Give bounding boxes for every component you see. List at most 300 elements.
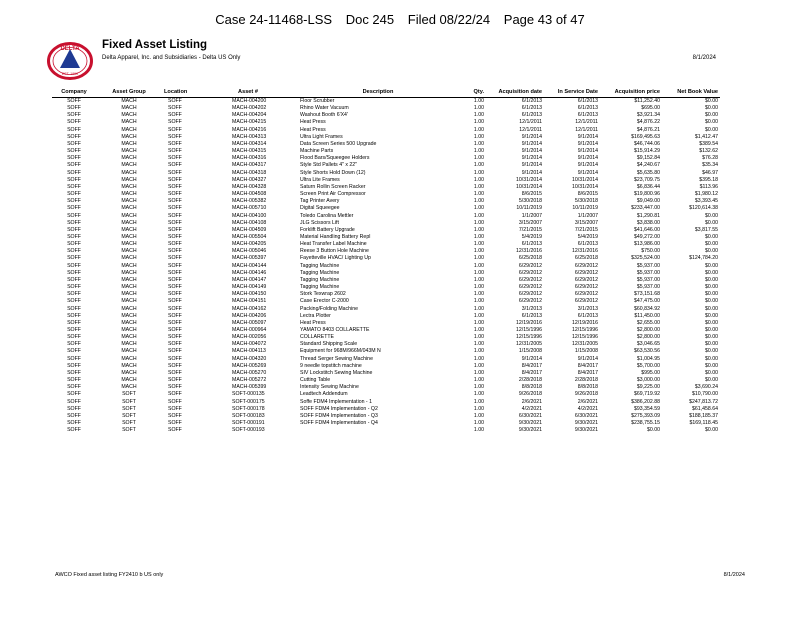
cell-asset-group: MACH [121,369,137,376]
cell-location: SOFF [168,148,182,155]
cell-asset-number: MACH-004151 [232,298,267,305]
cell-company: SOFF [67,341,81,348]
cell-location: SOFF [168,362,182,369]
table-row [52,320,720,327]
cell-asset-group: MACH [121,255,137,262]
cell-company: SOFF [67,312,81,319]
cell-acquisition-date: 8/4/2017 [521,362,542,369]
cell-in-service-date: 6/1/2013 [577,241,598,248]
cell-qty: 1.00 [473,219,484,226]
cell-in-service-date: 7/21/2015 [574,226,598,233]
table-row [52,413,720,420]
cell-acquisition-date: 8/8/2018 [521,384,542,391]
cell-asset-group: MACH [121,355,137,362]
cell-in-service-date: 5/30/2018 [574,198,598,205]
cell-asset-number: SOFT-000193 [232,427,265,434]
cell-acquisition-price: $5,700.00 [636,362,660,369]
cell-description: Washout Booth 6'X4' [300,112,348,119]
cell-description: Machine Parts [300,148,334,155]
cell-acquisition-date: 9/1/2014 [521,169,542,176]
cell-asset-group: MACH [121,226,137,233]
cell-in-service-date: 8/6/2015 [577,191,598,198]
cell-acquisition-price: $5,937.00 [636,262,660,269]
cell-asset-group: MACH [121,312,137,319]
doc-number: Doc 245 [345,12,395,27]
cell-net-book-value: $0.00 [705,219,718,226]
cell-acquisition-date: 6/29/2012 [518,291,542,298]
cell-acquisition-price: $3,046.65 [636,341,660,348]
logo-est: EST. 1990 [61,72,79,76]
cell-asset-number: MACH-004320 [232,355,267,362]
cell-acquisition-date: 4/2/2021 [521,405,542,412]
col-location: Location [162,87,204,98]
cell-description: Case Erector C-2000 [300,298,349,305]
table-row [52,427,720,434]
cell-asset-group: MACH [121,341,137,348]
cell-qty: 1.00 [473,362,484,369]
cell-location: SOFF [168,169,182,176]
cell-net-book-value: $0.00 [705,298,718,305]
cell-asset-group: MACH [121,291,137,298]
cell-description: Toledo Carolina Mettler [300,212,354,219]
cell-acquisition-date: 1/1/2007 [521,212,542,219]
cell-net-book-value: $3,817.55 [694,226,718,233]
cell-in-service-date: 6/1/2013 [577,312,598,319]
cell-description: Heat Press [300,119,326,126]
cell-asset-number: SOFT-000178 [232,405,265,412]
cell-net-book-value: $0.00 [705,212,718,219]
footer-note: AWCO Fixed asset listing FY2410 b US only [55,572,164,578]
cell-asset-number: MACH-004113 [232,348,266,355]
cell-asset-number: MACH-004215 [232,119,267,126]
table-row [52,155,720,162]
cell-company: SOFF [67,420,81,427]
table-row [52,184,720,191]
cell-asset-number: MACH-004144 [232,262,267,269]
table-row [52,141,720,148]
cell-net-book-value: $0.00 [705,334,718,341]
case-header [0,12,800,27]
cell-description: Data Screen Series 500 Upgrade [300,140,377,147]
cell-description: Stork Texwrap 2602 [300,291,346,298]
cell-qty: 1.00 [473,327,484,333]
cell-acquisition-date: 9/1/2014 [521,355,542,362]
cell-company: SOFF [67,169,81,176]
cell-acquisition-date: 12/31/2016 [516,248,542,255]
cell-acquisition-price: $69,719.92 [634,391,660,398]
cell-description: COLLARETTE [300,334,335,341]
cell-net-book-value: $389.54 [699,140,718,147]
cell-asset-number: MACH-004216 [232,126,267,133]
cell-acquisition-price: $750.00 [641,248,660,255]
cell-asset-number: SOFT-000135 [232,391,265,398]
cell-company: SOFF [67,348,81,355]
cell-asset-group: MACH [121,105,137,112]
cell-asset-group: SOFT [122,420,136,427]
cell-qty: 1.00 [473,391,484,398]
cell-asset-number: MACH-004147 [232,276,267,283]
table-row [52,234,720,241]
cell-asset-group: MACH [121,119,137,126]
cell-asset-number: MACH-005270 [232,369,267,376]
cell-acquisition-price: $93,354.59 [634,405,660,412]
cell-in-service-date: 9/1/2014 [577,155,598,162]
cell-asset-group: MACH [121,377,137,384]
table-row [52,220,720,227]
table-header-row [52,87,720,98]
cell-net-book-value: $0.00 [705,327,718,333]
cell-asset-group: MACH [121,112,137,119]
cell-description: Style Std Pallets 4" x 22" [300,162,358,169]
table-row [52,105,720,112]
cell-company: SOFF [67,298,81,305]
cell-location: SOFF [168,298,182,305]
cell-acquisition-date: 6/1/2013 [521,241,542,248]
cell-description: Floor Scrubber [300,98,335,104]
cell-acquisition-price: $47,475.00 [634,298,660,305]
cell-location: SOFF [168,276,182,283]
cell-acquisition-price: $9,152.84 [636,155,660,162]
table-row [52,177,720,184]
table-row [52,341,720,348]
cell-company: SOFF [67,355,81,362]
cell-net-book-value: $0.00 [705,276,718,283]
cell-net-book-value: $0.00 [705,126,718,133]
cell-in-service-date: 6/29/2012 [574,298,598,305]
cell-location: SOFF [168,327,182,333]
cell-acquisition-date: 6/30/2021 [518,412,542,419]
cell-asset-number: MACH-004204 [232,112,267,119]
cell-in-service-date: 2/6/2021 [577,398,598,405]
cell-description: Thread Serger Sewing Machine [300,355,373,362]
cell-company: SOFF [67,112,81,119]
cell-net-book-value: $0.00 [705,105,718,112]
cell-description: Reese 3 Button Hole Machine [300,248,369,255]
cell-acquisition-price: $238,755.15 [631,420,660,427]
cell-asset-group: MACH [121,334,137,341]
cell-description: Style Shorts Hold Down (12) [300,169,366,176]
cell-qty: 1.00 [473,384,484,391]
cell-company: SOFF [67,183,81,190]
cell-acquisition-price: $4,240.67 [636,162,660,169]
cell-location: SOFF [168,427,182,434]
cell-acquisition-date: 10/31/2014 [516,183,542,190]
cell-description: Screen Print Air Compressor [300,191,366,198]
cell-description: Lectra Plotter [300,312,331,319]
cell-in-service-date: 4/2/2021 [577,405,598,412]
cell-qty: 1.00 [473,148,484,155]
cell-in-service-date: 10/31/2014 [572,176,598,183]
cell-in-service-date: 12/1/2011 [575,126,598,133]
cell-in-service-date: 9/1/2014 [577,140,598,147]
cell-acquisition-price: $5,635.80 [636,169,660,176]
cell-asset-number: MACH-004206 [232,312,267,319]
cell-location: SOFF [168,112,182,119]
cell-in-service-date: 6/29/2012 [574,291,598,298]
cell-asset-number: MACH-004314 [232,140,267,147]
cell-qty: 1.00 [473,226,484,233]
cell-qty: 1.00 [473,176,484,183]
cell-asset-number: MACH-004316 [232,155,267,162]
cell-description: Forklift Battery Upgrade [300,226,355,233]
cell-acquisition-price: $4,876.21 [636,126,660,133]
cell-description: Standard Shipping Scale [300,341,358,348]
cell-description: 9 needle topstitch machine [300,362,362,369]
cell-qty: 1.00 [473,183,484,190]
cell-acquisition-date: 12/31/2005 [516,341,542,348]
cell-qty: 1.00 [473,405,484,412]
cell-company: SOFF [67,241,81,248]
cell-acquisition-price: $3,000.00 [636,377,660,384]
cell-net-book-value: $76.28 [702,155,718,162]
cell-location: SOFF [168,319,182,326]
cell-in-service-date: 9/30/2021 [574,420,598,427]
cell-net-book-value: $0.00 [705,305,718,312]
table-row [52,170,720,177]
page-number: Page 43 of 47 [503,12,585,27]
cell-description: JLG Scissors Lift [300,219,339,226]
cell-acquisition-price: $2,800.00 [636,334,660,341]
cell-in-service-date: 12/1/2011 [575,119,598,126]
cell-acquisition-price: $41,646.00 [634,226,660,233]
cell-asset-group: MACH [121,126,137,133]
cell-qty: 1.00 [473,205,484,212]
cell-acquisition-date: 6/29/2012 [518,284,542,291]
cell-in-service-date: 12/19/2016 [572,319,598,326]
cell-acquisition-date: 7/21/2015 [518,226,542,233]
cell-description: Tagging Machine [300,276,340,283]
cell-asset-group: MACH [121,262,137,269]
cell-asset-group: MACH [121,241,137,248]
table-row [52,148,720,155]
cell-qty: 1.00 [473,126,484,133]
table-row [52,227,720,234]
table-row [52,377,720,384]
cell-in-service-date: 10/31/2014 [572,183,598,190]
cell-qty: 1.00 [473,269,484,276]
cell-location: SOFF [168,198,182,205]
cell-net-book-value: $0.00 [705,355,718,362]
cell-asset-number: SOFT-000175 [232,398,265,405]
cell-acquisition-date: 6/1/2013 [521,112,542,119]
cell-location: SOFF [168,226,182,233]
cell-net-book-value: $0.00 [705,98,718,104]
cell-in-service-date: 6/1/2013 [577,112,598,119]
cell-description: Ultra Lite Frames [300,176,340,183]
cell-net-book-value: $0.00 [705,233,718,240]
cell-asset-number: MACH-004327 [232,176,267,183]
cell-acquisition-price: $4,876.22 [636,119,660,126]
cell-acquisition-date: 3/15/2007 [518,219,542,226]
cell-acquisition-date: 9/30/2021 [518,420,542,427]
cell-acquisition-price: $63,530.56 [634,348,660,355]
cell-in-service-date: 6/29/2012 [574,269,598,276]
table-row [52,134,720,141]
cell-asset-group: SOFT [122,405,136,412]
cell-net-book-value: $124,784.20 [689,255,718,262]
cell-asset-number: MACH-004146 [232,269,267,276]
table-row [52,313,720,320]
col-qty: Qty. [464,87,486,98]
cell-net-book-value: $0.00 [705,241,718,248]
cell-net-book-value: $188,185.37 [689,412,718,419]
cell-asset-number: MACH-004108 [232,219,267,226]
cell-acquisition-date: 5/4/2019 [521,233,542,240]
cell-acquisition-price: $233,447.00 [631,205,660,212]
cell-net-book-value: $113.96 [699,183,718,190]
cell-acquisition-date: 6/1/2013 [521,105,542,112]
cell-in-service-date: 6/29/2012 [574,276,598,283]
cell-location: SOFF [168,369,182,376]
cell-in-service-date: 9/1/2014 [577,148,598,155]
cell-asset-number: MACH-004509 [232,226,267,233]
cell-in-service-date: 9/30/2021 [574,427,598,434]
cell-description: SOFF FDM4 Implementation - Q3 [300,412,378,419]
cell-acquisition-date: 6/25/2018 [518,255,542,262]
cell-qty: 1.00 [473,241,484,248]
cell-asset-group: MACH [121,162,137,169]
cell-company: SOFF [67,133,81,140]
cell-net-book-value: $247,813.72 [689,398,718,405]
table-row [52,241,720,248]
cell-location: SOFF [168,284,182,291]
cell-qty: 1.00 [473,119,484,126]
cell-company: SOFF [67,405,81,412]
cell-acquisition-date: 12/15/1996 [516,327,542,333]
cell-company: SOFF [67,226,81,233]
cell-acquisition-date: 9/1/2014 [521,155,542,162]
col-description: Description [292,87,464,98]
cell-asset-number: MACH-004149 [232,284,267,291]
cell-acquisition-price: $19,800.96 [634,191,660,198]
cell-location: SOFF [168,391,182,398]
delta-logo [47,42,93,80]
cell-asset-number: MACH-004100 [232,212,267,219]
table-row [52,348,720,355]
table-row [52,277,720,284]
cell-qty: 1.00 [473,140,484,147]
cell-location: SOFF [168,155,182,162]
cell-in-service-date: 12/15/1996 [572,327,598,333]
cell-company: SOFF [67,162,81,169]
cell-acquisition-price: $15,914.29 [634,148,660,155]
cell-qty: 1.00 [473,155,484,162]
cell-company: SOFF [67,284,81,291]
table-row [52,119,720,126]
cell-location: SOFF [168,312,182,319]
cell-acquisition-date: 8/4/2017 [521,369,542,376]
cell-asset-number: MACH-005046 [232,248,267,255]
cell-qty: 1.00 [473,319,484,326]
cell-location: SOFF [168,269,182,276]
cell-company: SOFF [67,155,81,162]
cell-asset-group: MACH [121,248,137,255]
cell-company: SOFF [67,105,81,112]
cell-description: Tagging Machine [300,284,340,291]
cell-acquisition-date: 6/1/2013 [521,312,542,319]
cell-acquisition-price: $169,495.63 [631,133,660,140]
cell-company: SOFF [67,176,81,183]
cell-asset-number: MACH-005272 [232,377,267,384]
cell-description: Packing/Folding Machine [300,305,358,312]
cell-asset-group: MACH [121,305,137,312]
cell-asset-number: MACH-004072 [232,341,267,348]
cell-company: SOFF [67,391,81,398]
cell-company: SOFF [67,148,81,155]
cell-acquisition-date: 6/29/2012 [518,269,542,276]
cell-in-service-date: 12/31/2005 [572,341,598,348]
cell-asset-number: MACH-005397 [232,255,267,262]
table-row [52,112,720,119]
cell-in-service-date: 9/1/2014 [577,169,598,176]
cell-description: Flood Bars/Squeegee Holders [300,155,370,162]
col-asset-group: Asset Group [96,87,162,98]
table-row [52,270,720,277]
cell-net-book-value: $0.00 [705,427,718,434]
cell-asset-number: MACH-004328 [232,183,267,190]
cell-asset-number: SOFT-000191 [232,420,265,427]
table-row [52,327,720,334]
cell-in-service-date: 12/15/1996 [572,334,598,341]
cell-asset-group: MACH [121,176,137,183]
table-row [52,370,720,377]
cell-in-service-date: 6/29/2012 [574,262,598,269]
cell-net-book-value: $1,980.12 [694,191,718,198]
table-row [52,420,720,427]
cell-asset-group: MACH [121,276,137,283]
filed-date: Filed 08/22/24 [407,12,491,27]
cell-description [292,427,464,434]
cell-net-book-value: $3,690.24 [694,384,718,391]
cell-asset-number: MACH-004508 [232,191,267,198]
cell-asset-group: SOFT [122,412,136,419]
cell-company: SOFF [67,291,81,298]
cell-qty: 1.00 [473,420,484,427]
cell-description: Heat Press [300,126,326,133]
cell-asset-group: MACH [121,319,137,326]
cell-net-book-value: $3,393.45 [694,198,718,205]
cell-qty: 1.00 [473,291,484,298]
cell-acquisition-price: $695.00 [641,105,660,112]
cell-acquisition-price: $11,450.00 [634,312,660,319]
table-row [52,356,720,363]
cell-location: SOFF [168,241,182,248]
table-row [52,334,720,341]
cell-asset-number: MACH-004318 [232,169,267,176]
cell-location: SOFF [168,334,182,341]
cell-acquisition-date: 2/6/2021 [521,398,542,405]
cell-company: SOFF [67,305,81,312]
footer-date: 8/1/2024 [723,572,745,578]
table-row [52,98,720,106]
cell-qty: 1.00 [473,305,484,312]
cell-location: SOFF [168,248,182,255]
cell-description: Digital Squeegee [300,205,340,212]
cell-asset-group: MACH [121,362,137,369]
cell-location: SOFF [168,398,182,405]
cell-location: SOFF [168,219,182,226]
cell-asset-number: SOFT-000183 [232,412,265,419]
logo-text: DELTA [60,46,80,52]
case-number: Case 24-11468-LSS [215,12,333,27]
cell-location: SOFF [168,133,182,140]
cell-acquisition-price: $60,834.92 [634,305,660,312]
cell-asset-number: MACH-004150 [232,291,267,298]
cell-location: SOFF [168,305,182,312]
cell-net-book-value: $395.18 [699,176,718,183]
cell-location: SOFF [168,405,182,412]
cell-asset-group: MACH [121,212,137,219]
